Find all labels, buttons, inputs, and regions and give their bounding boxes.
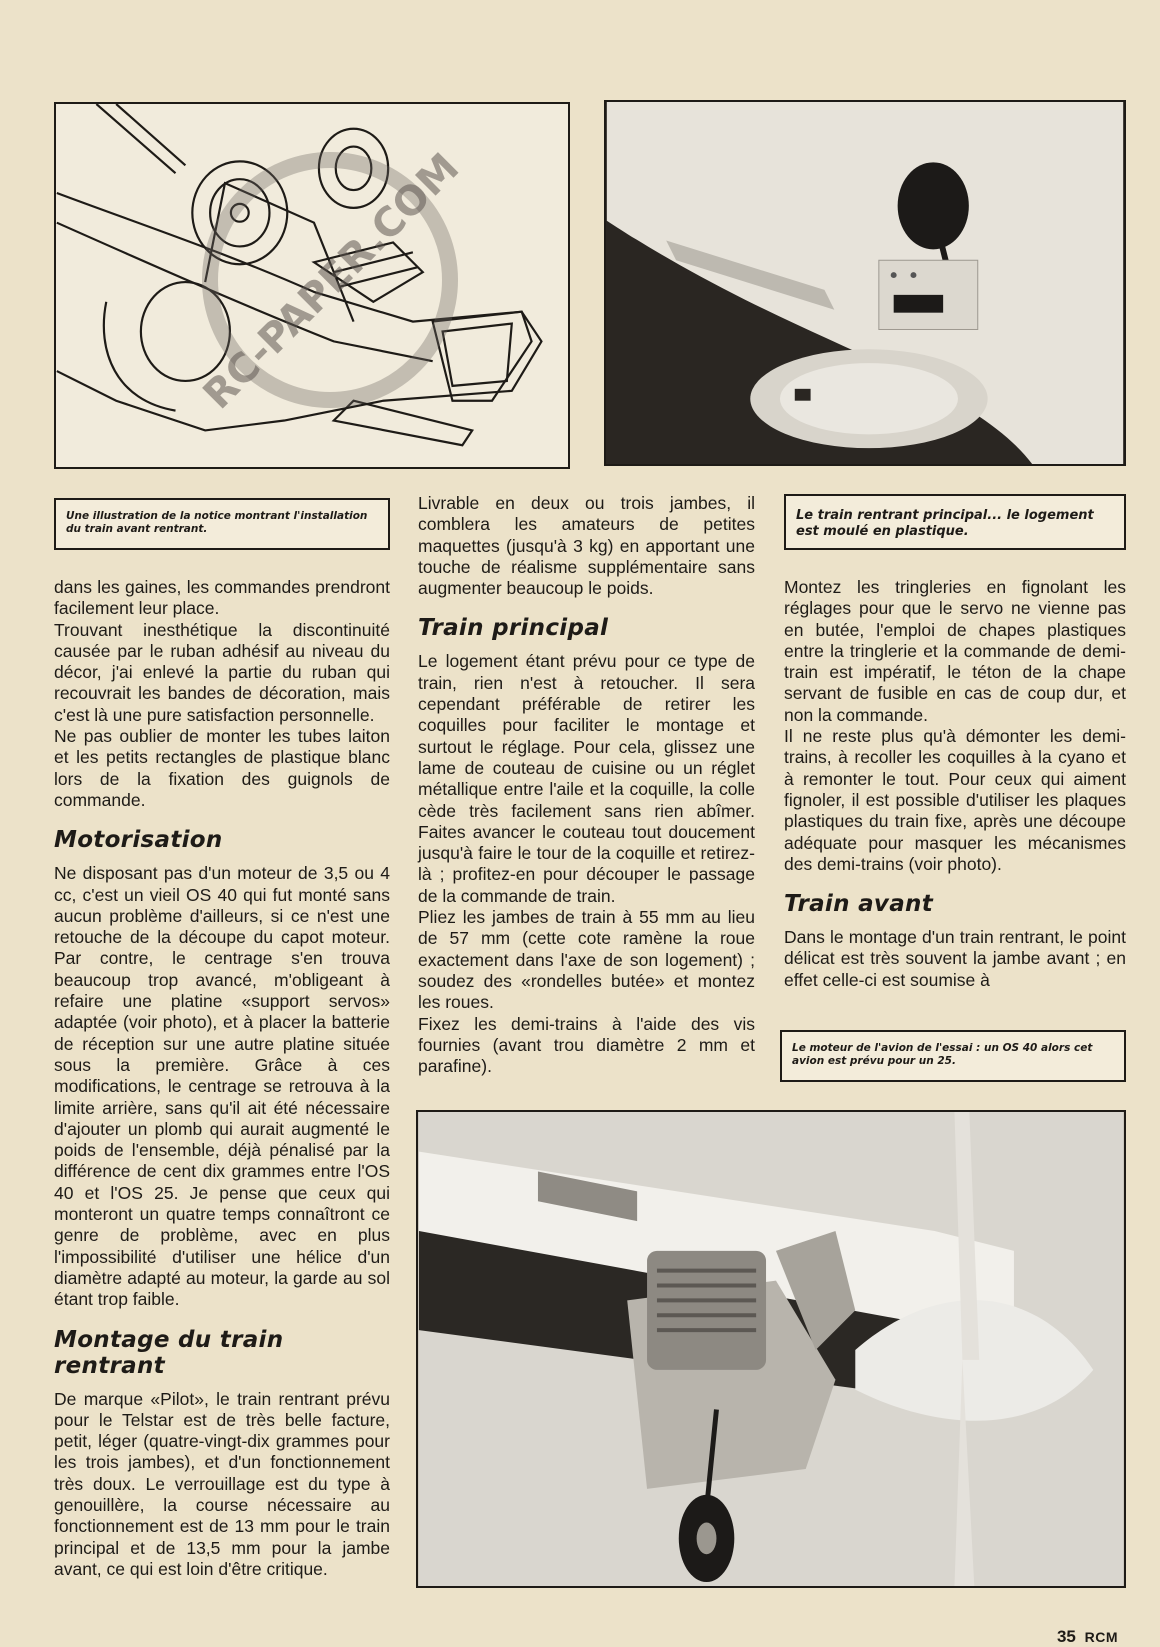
paragraph: De marque «Pilot», le train rentrant prévu pour le Telstar est de très belle facture, petit, léger (quatre-vingt-dix grammes pour les trois jambes), et d'un fonctionnement très doux. Le verrouillage est du type à genouillère, la course nécessaire au fonctionnement est de 13 mm pour le train principal et de 13,5 mm pour la jambe avant, ce qui est loin d'être critique.: [54, 1388, 390, 1579]
engine-image: [418, 1112, 1124, 1586]
page-number: 35: [1056, 1627, 1076, 1646]
caption-main-gear: [784, 494, 1126, 550]
caption-text: Une illustration de la notice montrant l'installation du train avant rentrant.: [66, 510, 368, 535]
paragraph: Fixez les demi-trains à l'aide des vis fournies (avant trou diamètre 2 mm et parafine).: [418, 1013, 755, 1077]
caption-text: Le moteur de l'avion de l'essai : un OS 40 alors cet avion est prévu pour un 25.: [792, 1042, 1093, 1067]
caption-engine: [780, 1030, 1126, 1082]
paragraph: Dans le montage d'un train rentrant, le point délicat est très souvent la jambe avant ; en effet celle-ci est soumise à: [784, 927, 1126, 990]
paragraph: Pliez les jambes de train à 55 mm au lieu de 57 mm (cette cote ramène la roue exactement dans l'axe de son logement) ; soudez des «rondelles butée» et montez les roues.: [418, 907, 755, 1013]
section-heading: Motorisation: [54, 827, 223, 854]
main-gear-image: [606, 102, 1124, 464]
paragraph: Livrable en deux ou trois jambes, il comblera les amateurs de petites maquettes (jusqu'à 3 kg) en apportant une touche de réalisme supplémentaire sans augmenter beaucoup le poids.: [418, 493, 755, 599]
paragraph: Il ne reste plus qu'à démonter les demi-trains, à recoller les coquilles à la cyano et à remonter le tout. Pour ceux qui aiment fignoler, il est possible d'utiliser les plaques plastiques du train fixe, après une découpe adéquate pour masquer les mécanismes des demi-trains (voir photo).: [784, 726, 1126, 874]
section-heading: Train avant: [784, 891, 933, 918]
column-1: [54, 577, 390, 1580]
main-gear-photo: [604, 100, 1126, 466]
page-footer: [1057, 1627, 1118, 1647]
paragraph: Ne disposant pas d'un moteur de 3,5 ou 4 cc, c'est un vieil OS 40 qui fut monté sans aucun problème d'ailleurs, si ce n'est une retouche de la découpe du capot moteur. Par contre, le centrage s'en trouva beaucoup trop avancé, m'obligeant à refaire une platine «support servos» adaptée (voir photo), et à placer la batterie de réception sur une autre platine située sous la première. Grâce à ces modifications, le centrage se retrouva à la limite arrière, sans qu'il ait été nécessaire d'ajouter un plomb qui aurait augmenté le poids de l'ensemble, déjà pénalisé par la différence de cent dix grammes entre l'OS 40 et l'OS 25. Je pense que ceux qui monteront un quatre temps connaîtront ce genre de problème, avec en plus l'impossibilité d'utiliser une hélice d'un diamètre adapté au moteur, la garde au sol étant trop faible.: [54, 863, 390, 1310]
column-3: [784, 577, 1126, 991]
paragraph: Trouvant inesthétique la discontinuité causée par le ruban adhésif au niveau du décor, j'ai enlevé la partie du ruban qui recouvrait les bandes de décoration, mais c'est là une pure satisfaction personnelle.: [54, 619, 390, 725]
caption-retract-drawing: [54, 498, 390, 550]
paragraph: Ne pas oublier de monter les tubes laiton et les petits rectangles de plastique blanc lors de la fixation des guignols de commande.: [54, 726, 390, 810]
column-2: [418, 493, 755, 1077]
paragraph: Le logement étant prévu pour ce type de train, rien n'est à retoucher. Il sera cependant préférable de retirer les coquilles pour faciliter le montage et surtout le réglage. Pour cela, glissez une lame de couteau de cuisine ou un réglet métallique entre l'aile et la coquille, la colle cède très facilement sans rien abîmer. Faites avancer le couteau tout doucement jusqu'à faire le tour de la coquille et retirez-là ; profitez-en pour découper le passage de la commande de train.: [418, 651, 755, 906]
retract-gear-drawing: [54, 102, 570, 469]
magazine-name: RCM: [1084, 1629, 1118, 1645]
paragraph: dans les gaines, les commandes prendront facilement leur place.: [54, 577, 390, 619]
watermark-text: RC-PAPER.COM: [194, 144, 469, 419]
section-heading: Train principal: [418, 615, 609, 642]
caption-text: Le train rentrant principal... le logement est moulé en plastique.: [796, 508, 1094, 539]
engine-photo: [416, 1110, 1126, 1588]
drawing-illustration: [56, 104, 568, 467]
paragraph: Montez les tringleries en fignolant les réglages pour que le servo ne vienne pas en butée, l'emploi de chapes plastiques entre la tringlerie et la commande de demi-train est impératif, le téton de la chape servant de fusible en cas de coup dur, et non la commande.: [784, 577, 1126, 725]
section-heading: Montage du train rentrant: [54, 1326, 284, 1379]
